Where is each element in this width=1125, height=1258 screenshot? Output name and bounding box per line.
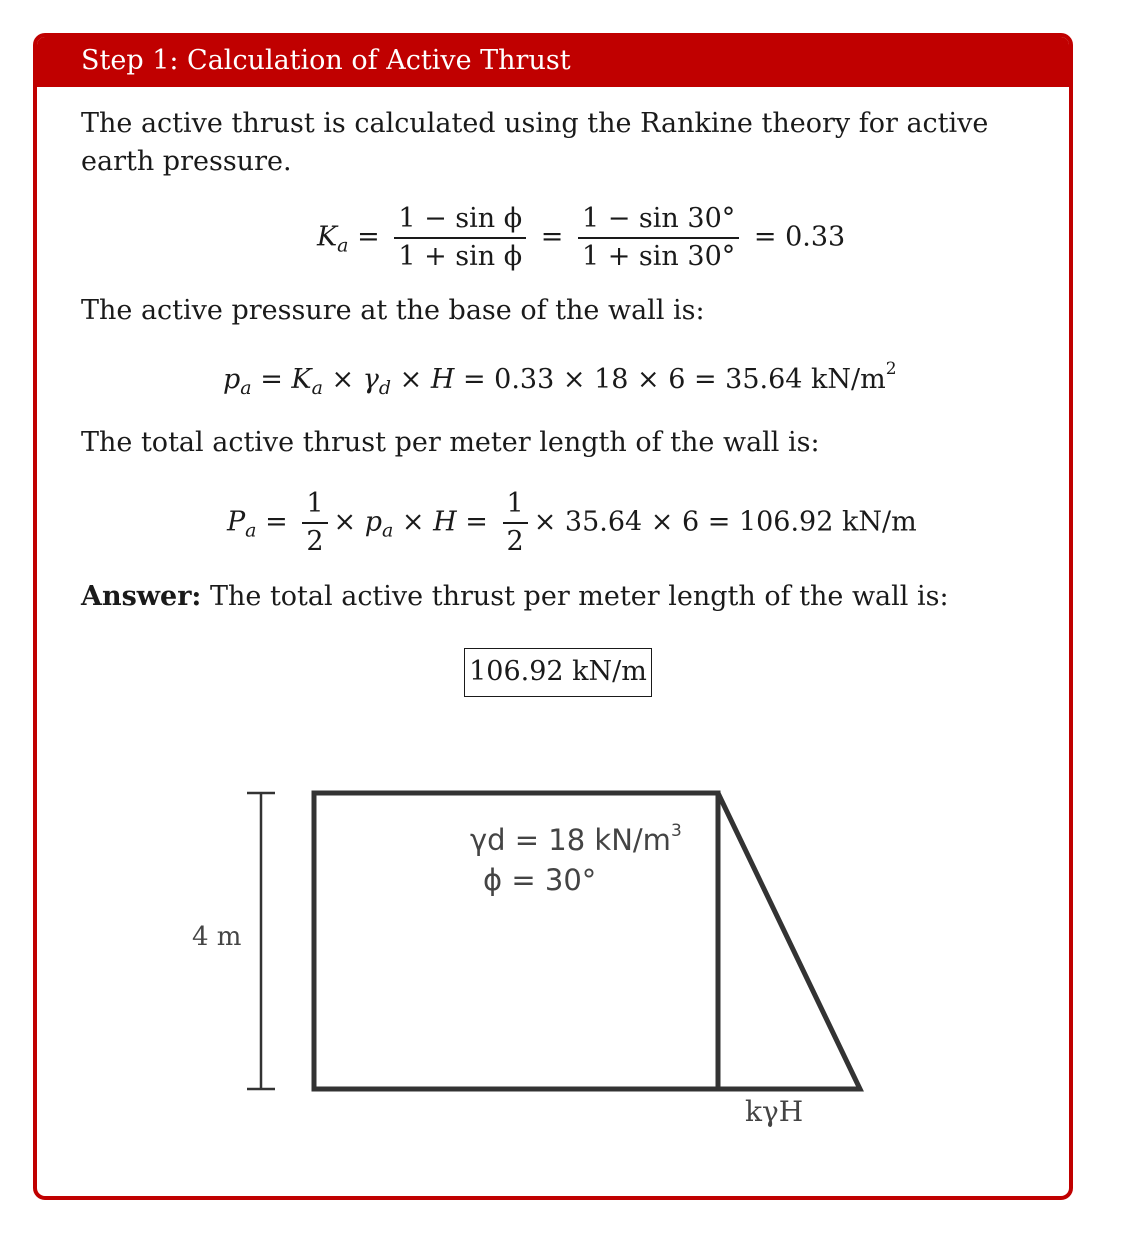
Pa-half-1-den: 2 xyxy=(306,526,324,557)
ka-lhs: K xyxy=(317,221,338,253)
pa-K: K xyxy=(291,364,312,395)
gamma-label-text: γd = 18 kN/m xyxy=(470,823,671,857)
height-label: 4 m xyxy=(192,922,242,952)
pa-H: H xyxy=(430,364,455,395)
ka-result: = 0.33 xyxy=(753,221,846,253)
pa-K-sub: a xyxy=(311,377,323,399)
pa-rest: = 0.33 × 18 × 6 = 35.64 kN/m xyxy=(454,364,886,395)
base-label: kγH xyxy=(745,1095,804,1128)
pa-gamma: γ xyxy=(362,364,379,395)
Pa-H: H xyxy=(433,506,457,538)
phi-label: ϕ = 30° xyxy=(483,863,597,897)
ka-frac-2-den: 1 + sin 30° xyxy=(581,241,736,272)
ka-frac-1-den: 1 + sin ϕ xyxy=(398,241,523,272)
Pa-P: P xyxy=(227,506,246,538)
Pa-tail: × 35.64 × 6 = 106.92 kN/m xyxy=(533,506,917,538)
Pa-eq1: = xyxy=(265,506,288,538)
Pa-eq2: = xyxy=(456,506,488,538)
answer-label: Answer: xyxy=(81,581,202,612)
Pa-mid1: × xyxy=(333,506,365,538)
pa-unit-sup: 2 xyxy=(885,359,897,379)
gamma-label-sup: 3 xyxy=(670,821,682,841)
wall-diagram xyxy=(37,37,1069,1196)
ka-frac-2-num: 1 − sin 30° xyxy=(578,201,739,239)
pa-p: p xyxy=(223,364,241,395)
ka-frac-1-num: 1 − sin ϕ xyxy=(394,201,526,239)
pa-eq1: = xyxy=(251,364,292,395)
Pa-half-1-num: 1 xyxy=(302,486,327,524)
ka-eq-sign: = xyxy=(357,221,380,253)
ka-eq-sign-2: = xyxy=(540,221,564,253)
pressure-text: The active pressure at the base of the wall is: xyxy=(81,295,705,326)
answer-box: 106.92 kN/m xyxy=(464,648,652,697)
intro-text: The active thrust is calculated using the Rankine theory for active earth pressure. xyxy=(81,108,989,177)
answer-text: The total active thrust per meter length of the wall is: xyxy=(201,581,949,612)
height-dimension xyxy=(247,793,275,1089)
Pa-p: p xyxy=(364,506,383,538)
Pa-half-2-num: 1 xyxy=(503,486,528,524)
Pa-P-sub: a xyxy=(245,519,257,542)
card-title: Step 1: Calculation of Active Thrust xyxy=(81,45,571,76)
pressure-triangle xyxy=(718,793,860,1089)
Pa-mid2: × xyxy=(393,506,434,538)
pa-x2: × xyxy=(391,364,431,395)
thrust-text: The total active thrust per meter length of the wall is: xyxy=(81,427,820,458)
gamma-label xyxy=(470,821,682,857)
Pa-p-sub: a xyxy=(382,519,394,542)
Pa-half-2-den: 2 xyxy=(506,526,524,557)
step-card xyxy=(33,33,1073,1200)
ka-lhs-sub: a xyxy=(337,234,349,257)
pa-x1: × xyxy=(322,364,363,395)
pa-gamma-sub: d xyxy=(378,377,392,399)
pa-p-sub: a xyxy=(240,377,252,399)
